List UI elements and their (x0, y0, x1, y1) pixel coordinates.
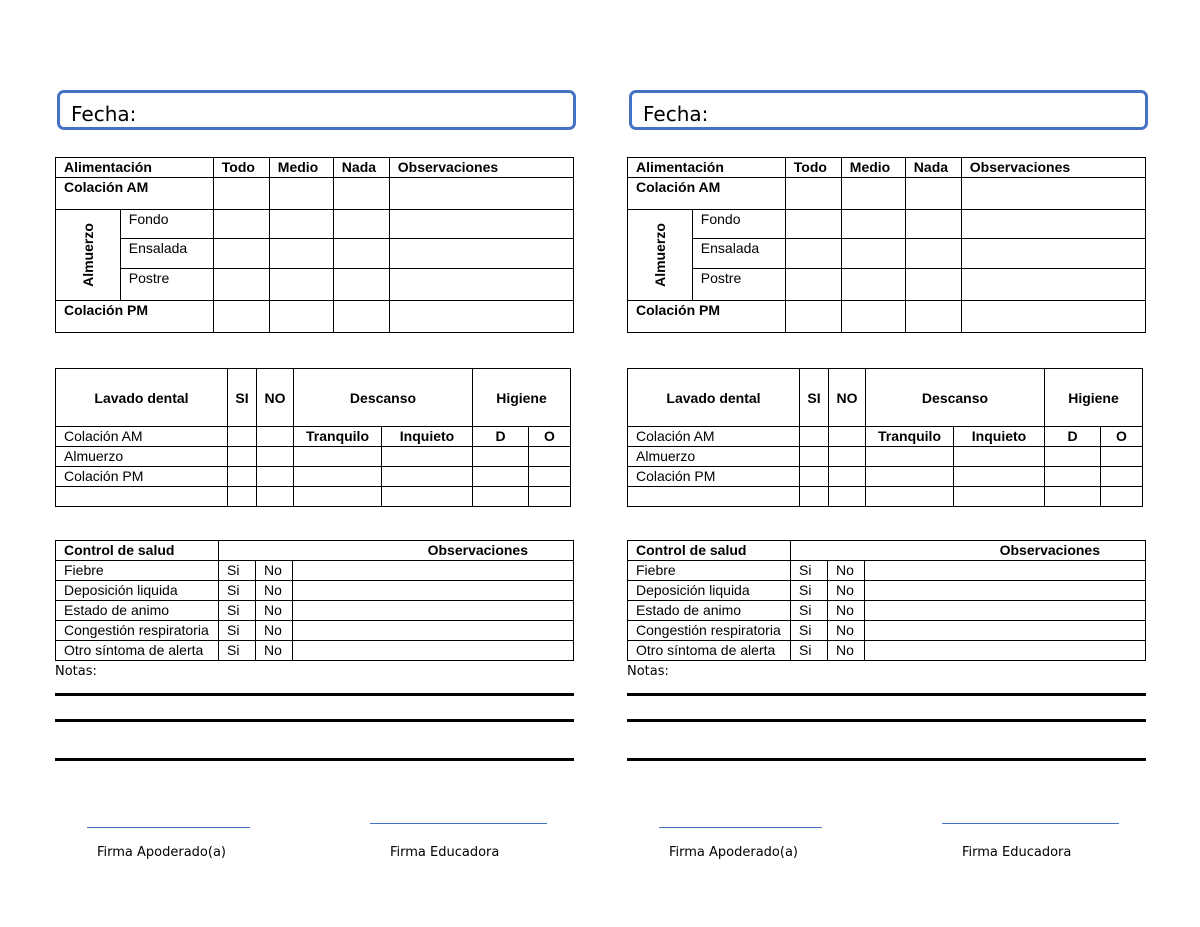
no-option[interactable]: No (828, 581, 865, 601)
cell[interactable] (293, 561, 574, 581)
fiebre-label: Fiebre (56, 561, 219, 581)
fiebre-label: Fiebre (628, 561, 791, 581)
observaciones-header: Observaciones (389, 158, 573, 178)
lavado-table (55, 368, 571, 507)
ensalada-label: Ensalada (692, 239, 785, 269)
si-option[interactable]: Si (791, 561, 828, 581)
salud-observaciones-header: Observaciones (791, 541, 1146, 561)
cell[interactable] (905, 301, 961, 333)
todo-header: Todo (213, 158, 269, 178)
cell[interactable] (1045, 467, 1101, 487)
si-option[interactable]: Si (219, 641, 256, 661)
alimentacion-header: Alimentación (56, 158, 214, 178)
cell[interactable] (954, 467, 1045, 487)
fondo-label: Fondo (692, 210, 785, 239)
cell[interactable] (841, 210, 905, 239)
cell[interactable] (865, 601, 1146, 621)
cell[interactable] (785, 301, 841, 333)
cell[interactable] (333, 269, 389, 301)
cell[interactable] (785, 269, 841, 301)
si-option[interactable]: Si (791, 621, 828, 641)
todo-header: Todo (785, 158, 841, 178)
daily-report-form (55, 0, 615, 927)
cell[interactable] (800, 487, 829, 507)
cell[interactable] (954, 487, 1045, 507)
lavado-row-label: Colación AM (56, 427, 228, 447)
cell[interactable] (628, 487, 800, 507)
cell[interactable] (269, 301, 333, 333)
cell[interactable] (228, 487, 257, 507)
deposicion-label: Deposición liquida (628, 581, 791, 601)
cell[interactable] (257, 487, 294, 507)
cell[interactable] (389, 210, 573, 239)
cell[interactable] (785, 178, 841, 210)
cell[interactable] (293, 621, 574, 641)
cell[interactable] (1045, 447, 1101, 467)
cell[interactable] (333, 301, 389, 333)
si-option[interactable]: Si (791, 601, 828, 621)
descanso-header: Descanso (294, 369, 473, 427)
no-option[interactable]: No (828, 621, 865, 641)
tranquilo-header: Tranquilo (866, 427, 954, 447)
congestion-label: Congestión respiratoria (628, 621, 791, 641)
cell[interactable] (228, 447, 257, 467)
cell[interactable] (56, 487, 228, 507)
observaciones-header: Observaciones (961, 158, 1145, 178)
cell[interactable] (333, 239, 389, 269)
estado-animo-label: Estado de animo (56, 601, 219, 621)
descanso-header: Descanso (866, 369, 1045, 427)
notas-label: Notas: (627, 664, 669, 679)
firma-educadora-line[interactable] (942, 823, 1119, 824)
cell[interactable] (228, 467, 257, 487)
si-option[interactable]: Si (791, 581, 828, 601)
si-option[interactable]: Si (219, 561, 256, 581)
cell[interactable] (529, 447, 571, 467)
si-option[interactable]: Si (219, 601, 256, 621)
no-option[interactable]: No (256, 621, 293, 641)
no-option[interactable]: No (256, 601, 293, 621)
no-option[interactable]: No (256, 641, 293, 661)
control-salud-header: Control de salud (56, 541, 219, 561)
cell[interactable] (961, 178, 1145, 210)
cell[interactable] (382, 447, 473, 467)
lavado-row-label: Colación AM (628, 427, 800, 447)
inquieto-header: Inquieto (954, 427, 1045, 447)
notas-line[interactable] (627, 758, 1146, 761)
cell[interactable] (785, 210, 841, 239)
no-header: NO (829, 369, 866, 427)
cell[interactable] (865, 581, 1146, 601)
cell[interactable] (293, 581, 574, 601)
cell[interactable] (829, 487, 866, 507)
almuerzo-label: Almuerzo (651, 223, 668, 287)
alimentacion-table (55, 157, 574, 333)
salud-table (627, 540, 1146, 661)
salud-table (55, 540, 574, 661)
salud-observaciones-header: Observaciones (219, 541, 574, 561)
higiene-header: Higiene (1045, 369, 1143, 427)
medio-header: Medio (269, 158, 333, 178)
cell[interactable] (213, 239, 269, 269)
colacion-pm-label: Colación PM (56, 301, 214, 333)
cell[interactable] (865, 641, 1146, 661)
cell[interactable] (841, 301, 905, 333)
notas-line[interactable] (627, 693, 1146, 696)
cell[interactable] (228, 427, 257, 447)
fecha-label: Fecha: (71, 102, 137, 126)
lavado-dental-header: Lavado dental (628, 369, 800, 427)
cell[interactable] (529, 487, 571, 507)
cell[interactable] (294, 487, 382, 507)
cell[interactable] (954, 447, 1045, 467)
cell[interactable] (257, 447, 294, 467)
cell[interactable] (257, 427, 294, 447)
cell[interactable] (866, 487, 954, 507)
no-header: NO (257, 369, 294, 427)
si-header: SI (800, 369, 829, 427)
firma-educadora-label: Firma Educadora (962, 845, 1072, 860)
si-header: SI (228, 369, 257, 427)
cell[interactable] (829, 447, 866, 467)
cell[interactable] (905, 239, 961, 269)
cell[interactable] (269, 269, 333, 301)
cell[interactable] (785, 239, 841, 269)
si-option[interactable]: Si (219, 621, 256, 641)
alimentacion-table (627, 157, 1146, 333)
no-option[interactable]: No (828, 641, 865, 661)
cell[interactable] (213, 178, 269, 210)
cell[interactable] (293, 641, 574, 661)
si-option[interactable]: Si (219, 581, 256, 601)
cell[interactable] (389, 239, 573, 269)
nada-header: Nada (333, 158, 389, 178)
firma-apoderado-label: Firma Apoderado(a) (669, 845, 798, 860)
cell[interactable] (1101, 487, 1143, 507)
notas-label: Notas: (55, 664, 97, 679)
postre-label: Postre (692, 269, 785, 301)
cell[interactable] (294, 467, 382, 487)
no-option[interactable]: No (828, 561, 865, 581)
lavado-row-label: Almuerzo (56, 447, 228, 467)
no-option[interactable]: No (828, 601, 865, 621)
cell[interactable] (333, 178, 389, 210)
otro-sintoma-label: Otro síntoma de alerta (56, 641, 219, 661)
fecha-label: Fecha: (643, 102, 709, 126)
cell[interactable] (961, 301, 1145, 333)
deposicion-label: Deposición liquida (56, 581, 219, 601)
cell[interactable] (382, 467, 473, 487)
lavado-row-label: Colación PM (628, 467, 800, 487)
postre-label: Postre (120, 269, 213, 301)
colacion-pm-label: Colación PM (628, 301, 786, 333)
congestion-label: Congestión respiratoria (56, 621, 219, 641)
almuerzo-label: Almuerzo (79, 223, 96, 287)
cell[interactable] (473, 467, 529, 487)
lavado-dental-header: Lavado dental (56, 369, 228, 427)
colacion-am-label: Colación AM (56, 178, 214, 210)
firma-educadora-label: Firma Educadora (390, 845, 500, 860)
cell[interactable] (800, 447, 829, 467)
medio-header: Medio (841, 158, 905, 178)
cell[interactable] (961, 210, 1145, 239)
otro-sintoma-label: Otro síntoma de alerta (628, 641, 791, 661)
cell[interactable] (1101, 467, 1143, 487)
cell[interactable] (829, 427, 866, 447)
notas-line[interactable] (55, 758, 574, 761)
fondo-label: Fondo (120, 210, 213, 239)
cell[interactable] (473, 487, 529, 507)
cell[interactable] (382, 487, 473, 507)
control-salud-header: Control de salud (628, 541, 791, 561)
cell[interactable] (866, 447, 954, 467)
no-option[interactable]: No (256, 561, 293, 581)
notas-line[interactable] (627, 719, 1146, 722)
cell[interactable] (961, 239, 1145, 269)
firma-educadora-line[interactable] (370, 823, 547, 824)
cell[interactable] (389, 269, 573, 301)
higiene-header: Higiene (473, 369, 571, 427)
cell[interactable] (961, 269, 1145, 301)
lavado-row-label: Colación PM (56, 467, 228, 487)
cell[interactable] (841, 269, 905, 301)
almuerzo-vertical-cell (56, 210, 121, 301)
firma-apoderado-label: Firma Apoderado(a) (97, 845, 226, 860)
cell[interactable] (389, 178, 573, 210)
no-option[interactable]: No (256, 581, 293, 601)
cell[interactable] (800, 467, 829, 487)
ensalada-label: Ensalada (120, 239, 213, 269)
cell[interactable] (257, 467, 294, 487)
cell[interactable] (800, 427, 829, 447)
notas-line[interactable] (55, 719, 574, 722)
cell[interactable] (829, 467, 866, 487)
cell[interactable] (841, 239, 905, 269)
alimentacion-header: Alimentación (628, 158, 786, 178)
cell[interactable] (865, 621, 1146, 641)
cell[interactable] (269, 178, 333, 210)
cell[interactable] (269, 210, 333, 239)
daily-report-form (627, 0, 1187, 927)
cell[interactable] (1045, 487, 1101, 507)
cell[interactable] (1101, 447, 1143, 467)
nada-header: Nada (905, 158, 961, 178)
cell[interactable] (865, 561, 1146, 581)
notas-line[interactable] (55, 693, 574, 696)
estado-animo-label: Estado de animo (628, 601, 791, 621)
cell[interactable] (529, 467, 571, 487)
cell[interactable] (389, 301, 573, 333)
cell[interactable] (333, 210, 389, 239)
cell[interactable] (294, 447, 382, 467)
si-option[interactable]: Si (791, 641, 828, 661)
cell[interactable] (213, 301, 269, 333)
cell[interactable] (293, 601, 574, 621)
inquieto-header: Inquieto (382, 427, 473, 447)
cell[interactable] (269, 239, 333, 269)
lavado-row-label: Almuerzo (628, 447, 800, 467)
fecha-box[interactable] (629, 90, 1148, 130)
cell[interactable] (213, 210, 269, 239)
d-header: D (1045, 427, 1101, 447)
cell[interactable] (866, 467, 954, 487)
cell[interactable] (905, 269, 961, 301)
colacion-am-label: Colación AM (628, 178, 786, 210)
fecha-box[interactable] (57, 90, 576, 130)
lavado-table (627, 368, 1143, 507)
almuerzo-vertical-cell (628, 210, 693, 301)
o-header: O (529, 427, 571, 447)
firma-apoderado-line[interactable] (659, 827, 822, 828)
o-header: O (1101, 427, 1143, 447)
cell[interactable] (841, 178, 905, 210)
firma-apoderado-line[interactable] (87, 827, 250, 828)
cell[interactable] (473, 447, 529, 467)
d-header: D (473, 427, 529, 447)
cell[interactable] (905, 210, 961, 239)
tranquilo-header: Tranquilo (294, 427, 382, 447)
cell[interactable] (905, 178, 961, 210)
cell[interactable] (213, 269, 269, 301)
